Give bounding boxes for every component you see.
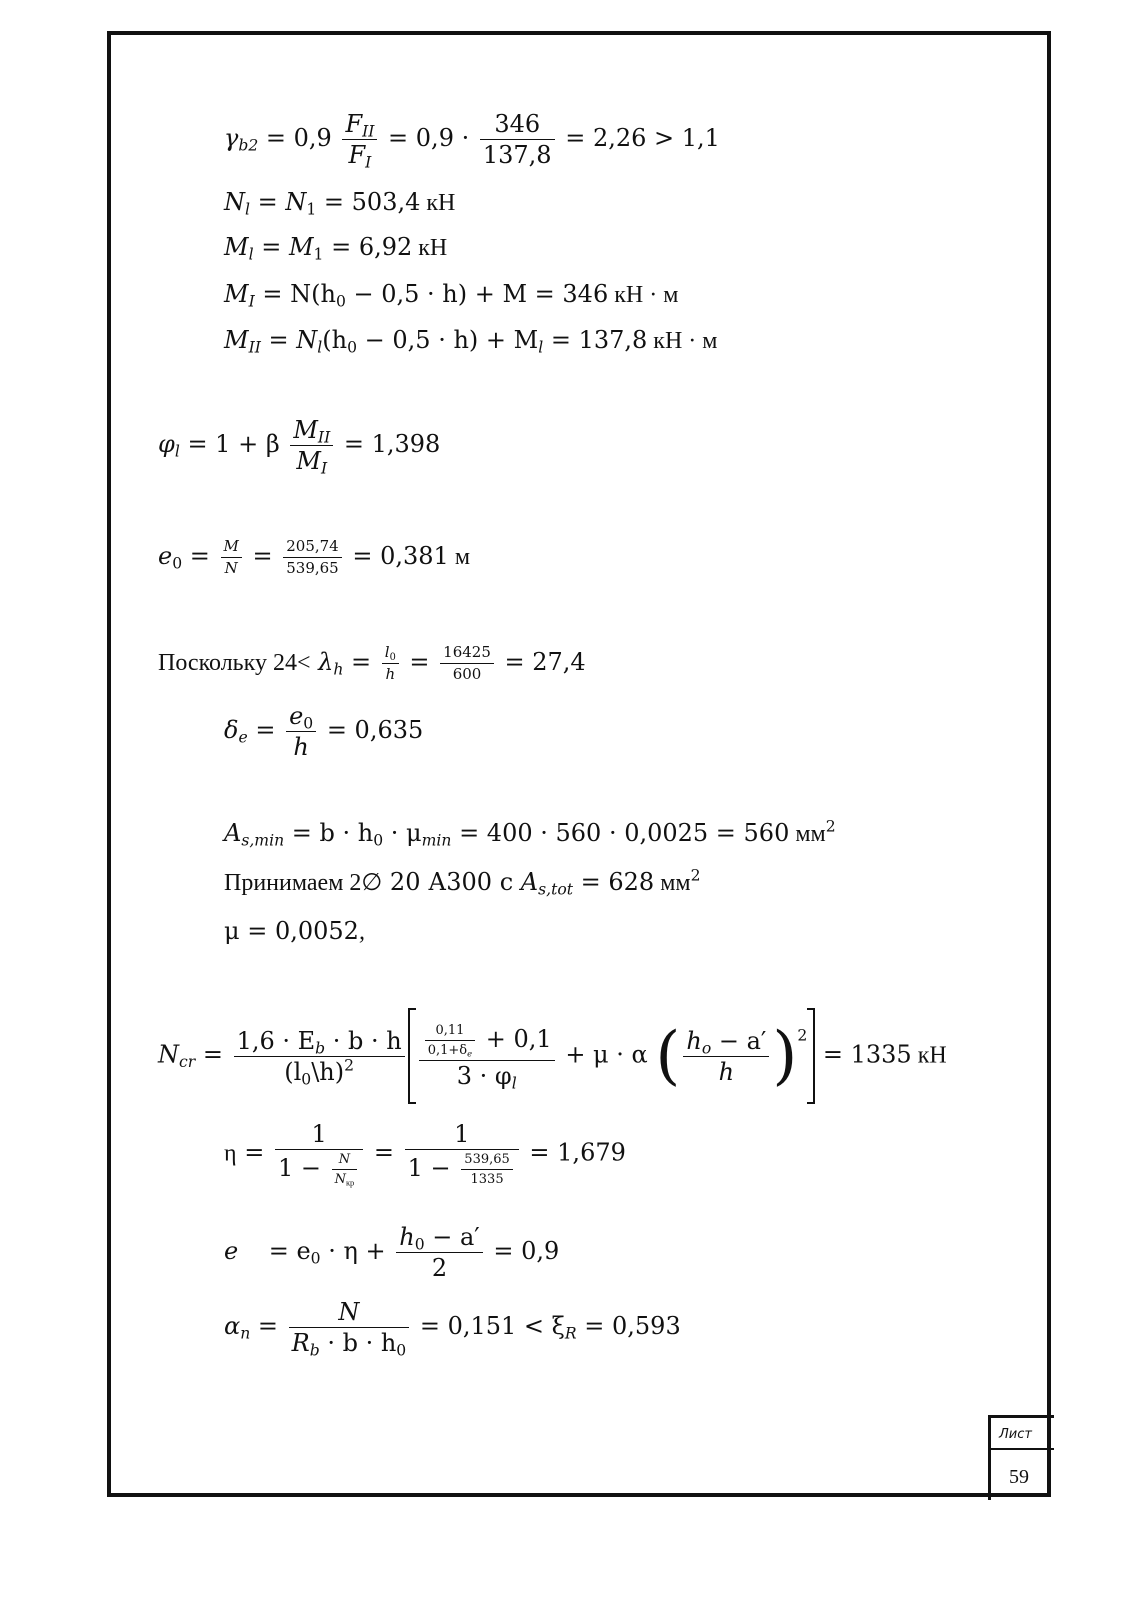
eq-delta-e: $\delta_e$ = $\frac{e_0}{h}$ = 0,635 xyxy=(224,702,424,761)
eq-gamma-b2: $\gamma_{b2} = 0,9$ $\frac{F_{II}}{F_I}$ = 0,9 · $\frac{346}{137,8}$ = 2,26 > 1,1 xyxy=(224,110,720,172)
eq-eta: η = 1 1 − $\frac{N}{N_{кр}}$ = 1 1 − $\frac{539,65}{1335}$ = 1,679 xyxy=(224,1120,626,1188)
title-block xyxy=(988,1415,1054,1500)
eq-mu: μ = 0,0052, xyxy=(224,917,365,945)
eq-alpha-n: $\alpha_n$ = $\frac{N}{R_b \cdot b \cdot h_0}$ = $0,151 < \xi_R = 0,593$ xyxy=(224,1298,681,1360)
eq-mii: $M_{II} = N_l(h_0 - 0,5 \cdot h) + M_l = 137,8$ кН · м xyxy=(224,326,718,357)
eq-e0: $e_0$ = $\frac{M}{N}$ = $\frac{205,74}{539,65}$ = 0,381 м xyxy=(158,537,470,577)
eq-e: e = $e_0 \cdot \eta$ + $\frac{h_0 - a'}{2}$ = 0,9 xyxy=(224,1223,560,1282)
eq-lambda: Поскольку $24< \lambda_h$ = $\frac{l_0}{h}$ = $\frac{16425}{600}$ = 27,4 xyxy=(158,643,586,683)
eq-ncr: $N_{cr}$ = $\frac{1,6 \cdot E_b \cdot b \cdot h}{(l_0\backslash h)^2}$ $\frac{0,11}{0,1+\delta_e}$ + 0,1 $3 \cdot \varphi_l$ + μ · α ( $\frac{h_o - a'}{h}$ )$^2$ = 1335 кН xyxy=(158,1008,947,1104)
eq-accept: Принимаем 2∅ 20 А300 с $A_{s,tot} = 628$ $мм^2$ xyxy=(224,866,701,899)
sheet-number: 59 xyxy=(1009,1466,1029,1488)
eq-ml: $M_l = M_1 = 6,92$ кН xyxy=(224,233,448,264)
eq-mi: $M_I = N(h_0 - 0,5 \cdot h) + M = 346$ кН · м xyxy=(224,280,679,311)
sheet-label: Лист xyxy=(999,1427,1032,1442)
eq-as-min: $A_{s,min} = b \cdot h_0 \cdot \mu_{min} = 400 \cdot 560 \cdot 0,0025 = 560$ $мм^2$ xyxy=(224,817,836,850)
eq-phi-l: $\varphi_l = 1 + \beta$ $\frac{M_{II}}{M_I}$ = 1,398 xyxy=(158,416,441,478)
eq-nl: $N_l = N_1 = 503,4$ кН xyxy=(224,188,456,219)
title-block-divider xyxy=(991,1448,1054,1450)
